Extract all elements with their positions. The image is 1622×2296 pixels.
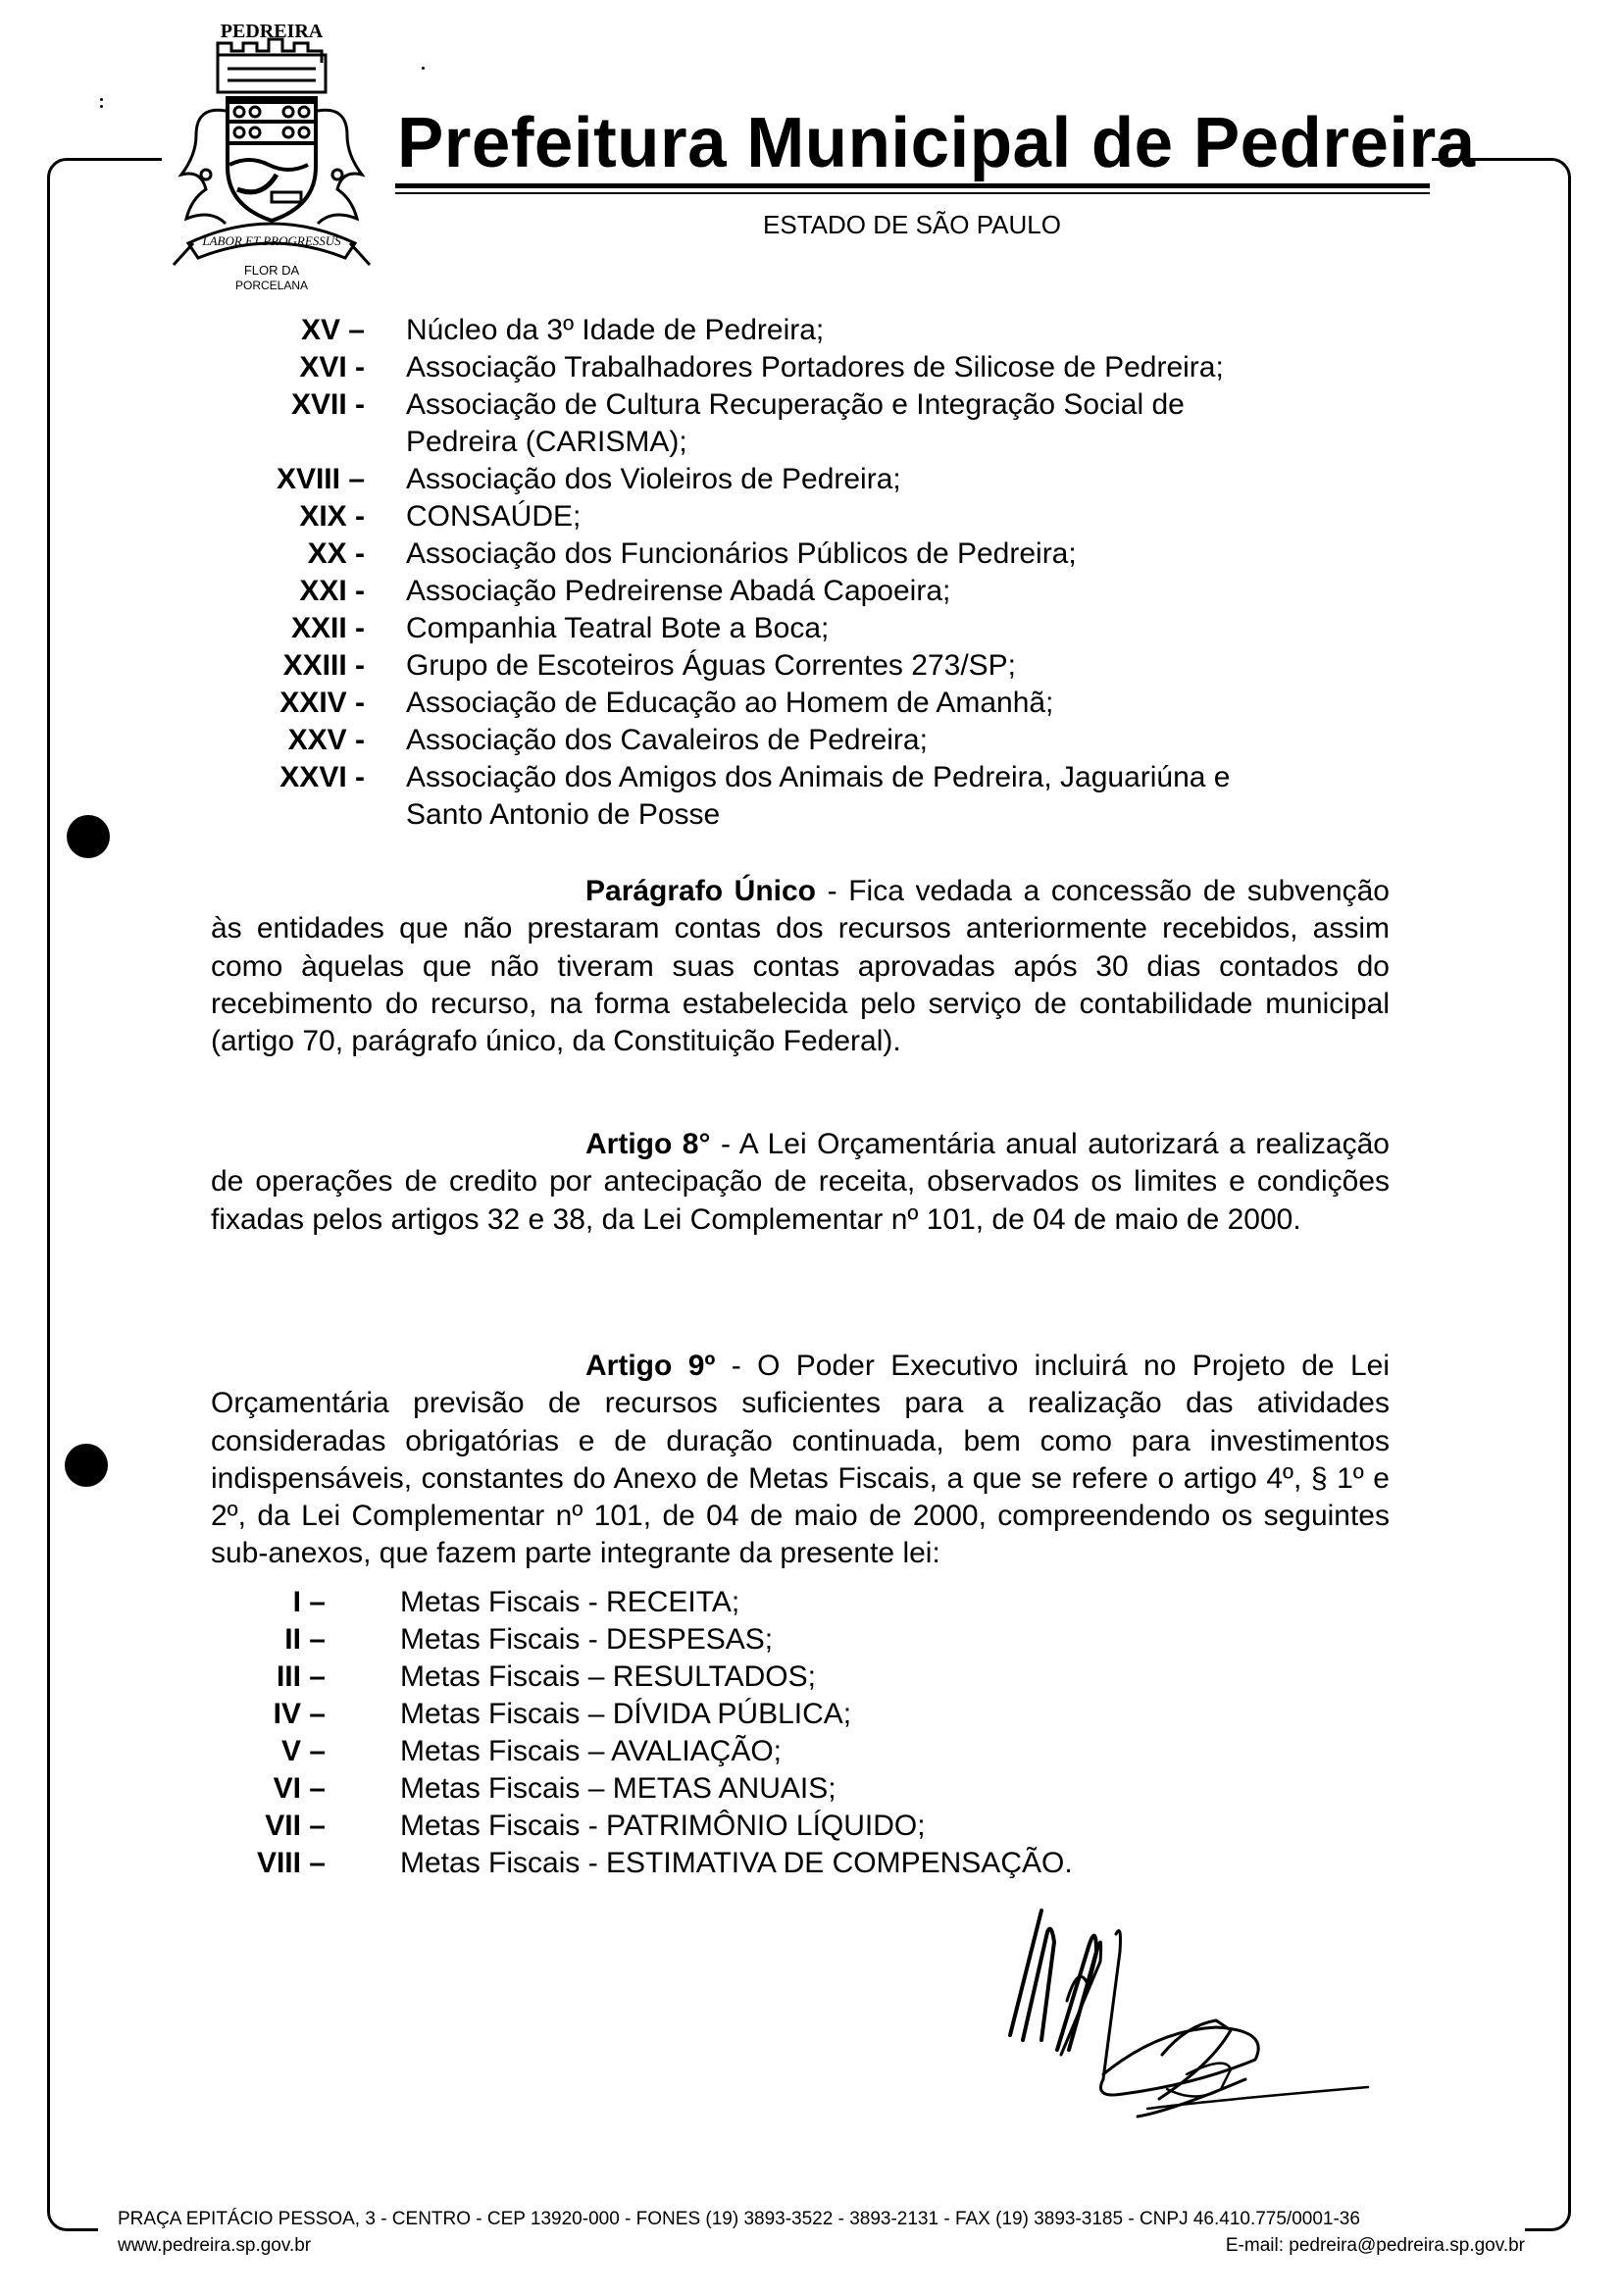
list-item: [0, 722, 1622, 759]
list-item: [0, 1621, 1622, 1658]
list-text: Associação Pedreirense Abadá Capoeira;: [406, 575, 951, 607]
scan-speck: [422, 67, 425, 70]
list-item: [0, 647, 1622, 685]
list-text: Metas Fiscais – METAS ANUAIS;: [400, 1772, 836, 1805]
list-numeral: III –: [276, 1660, 326, 1693]
artigo-8: [211, 1126, 1390, 1239]
title-underline-thick: [395, 183, 1430, 188]
list-numeral: XXII -: [290, 612, 365, 644]
list-text: Associação de Educação ao Homem de Amanhã;: [406, 687, 1054, 719]
list-numeral: VI –: [273, 1772, 326, 1805]
page-title: Prefeitura Municipal de Pedreira: [397, 104, 1476, 182]
list-item: [0, 349, 1622, 386]
list-item: [0, 1584, 1622, 1621]
footer-contacts: [118, 2235, 1525, 2257]
scan-speck: [100, 98, 103, 101]
list-item: [0, 536, 1622, 573]
list-item: [0, 1808, 1622, 1845]
list-numeral: XXIII -: [282, 649, 365, 682]
list-text: Associação dos Violeiros de Pedreira;: [406, 463, 901, 495]
list-text: Metas Fiscais – DÍVIDA PÚBLICA;: [400, 1698, 852, 1730]
coat-of-arms-icon: [169, 18, 375, 294]
article-text: - O Poder Executivo incluirá no Projeto de Lei Orçamentária previsão de recursos suficientes para a realização das atividades consideradas obrigatórias e de duração continuada, bem como para investimentos indispensáveis, constantes do Anexo de Metas Fiscais, a que se refere o artigo 4º, § 1º e 2º, da Lei Complementar nº 101, de 04 de maio de 2000, compreendendo os seguintes sub-anexos, que fazem parte integrante da presente lei:: [211, 1350, 1391, 1570]
list-item: [0, 573, 1622, 610]
entities-list: [0, 312, 1622, 834]
list-item: [0, 498, 1622, 536]
list-numeral: XXI -: [299, 575, 365, 607]
list-text: Associação dos Cavaleiros de Pedreira;: [406, 724, 928, 756]
paragrafo-unico: [211, 873, 1390, 1060]
list-text: CONSAÚDE;: [406, 500, 582, 533]
list-numeral: II –: [284, 1623, 326, 1656]
list-text: Metas Fiscais – RESULTADOS;: [400, 1660, 816, 1693]
list-text: Metas Fiscais - PATRIMÔNIO LÍQUIDO;: [400, 1810, 926, 1842]
list-numeral: XVIII –: [276, 463, 365, 495]
list-numeral: I –: [292, 1586, 326, 1618]
page-subtitle: ESTADO DE SÃO PAULO: [763, 210, 1061, 239]
article-text: - A Lei Orçamentária anual autorizará a realização de operações de credito por antecipação de receita, observados os limites e condições fixadas pelos artigos 32 e 38, da Lei Complementar nº 101, de 04 de maio de 2000.: [211, 1128, 1390, 1236]
list-text: Metas Fiscais - RECEITA;: [400, 1586, 740, 1618]
paragraph-text: - Fica vedada a concessão de subvenção às entidades que não prestaram contas dos recursos anteriormente recebidos, assim como àquelas que não tiveram suas contas aprovadas após 30 dias contados do recebimento do recurso, na forma estabelecida pelo serviço de contabilidade municipal (artigo 70, parágrafo único, da Constituição Federal).: [211, 875, 1390, 1058]
list-text: Associação Trabalhadores Portadores de Silicose de Pedreira;: [406, 351, 1224, 383]
list-item: [0, 312, 1622, 349]
list-numeral: IV –: [273, 1698, 326, 1730]
list-numeral: XX -: [307, 537, 365, 570]
list-text: Núcleo da 3º Idade de Pedreira;: [406, 314, 825, 346]
list-item-continuation: [0, 424, 1622, 461]
list-item: [0, 685, 1622, 722]
list-text: Metas Fiscais - DESPESAS;: [400, 1623, 774, 1656]
list-item: [0, 1658, 1622, 1696]
logo-top-text: PEDREIRA: [220, 21, 324, 42]
list-numeral: XXV -: [287, 724, 365, 756]
title-underline-thin: [395, 192, 1430, 194]
list-text: Santo Antonio de Posse: [406, 798, 721, 831]
hole-punch-mark: [65, 1444, 108, 1487]
logo-bottom-line2: PORCELANA: [234, 279, 309, 292]
footer-email-link[interactable]: E-mail: pedreira@pedreira.sp.gov.br: [1225, 2235, 1525, 2256]
list-text: Associação dos Funcionários Públicos de Pedreira;: [406, 537, 1077, 570]
list-item: [0, 461, 1622, 498]
logo-motto: LABOR ET PROGRESSUS: [202, 233, 341, 248]
list-item: [0, 1733, 1622, 1770]
sub-annexes-list: [0, 1584, 1622, 1882]
list-numeral: VII –: [265, 1810, 326, 1842]
list-numeral: XXVI -: [279, 761, 365, 793]
list-text: Associação dos Amigos dos Animais de Pedreira, Jaguariúna e: [406, 761, 1231, 793]
list-item: [0, 610, 1622, 647]
list-numeral: XIX -: [299, 500, 365, 533]
handwritten-signature-icon: [990, 1893, 1383, 2118]
list-item: [0, 1770, 1622, 1808]
list-text: Metas Fiscais - ESTIMATIVA DE COMPENSAÇÃO.: [400, 1847, 1073, 1879]
list-item: [0, 1696, 1622, 1733]
list-item: [0, 759, 1622, 796]
list-numeral: V –: [280, 1735, 326, 1767]
list-text: Pedreira (CARISMA);: [406, 426, 687, 458]
list-item-continuation: [0, 796, 1622, 834]
footer-website-link[interactable]: www.pedreira.sp.gov.br: [118, 2235, 312, 2256]
footer-address: PRAÇA EPITÁCIO PESSOA, 3 - CENTRO - CEP 13920-000 - FONES (19) 3893-3522 - 3893-2131 - FAX (19) 3893-3185 - CNPJ 46.410.775/0001-36: [118, 2209, 1360, 2229]
scan-speck: [100, 105, 103, 108]
article-heading: Artigo 8°: [585, 1128, 711, 1160]
list-text: Grupo de Escoteiros Águas Correntes 273/SP;: [406, 649, 1017, 682]
list-text: Associação de Cultura Recuperação e Integração Social de: [406, 388, 1185, 421]
list-text: Companhia Teatral Bote a Boca;: [406, 612, 830, 644]
list-numeral: XV –: [300, 314, 365, 346]
logo-bottom-line1: FLOR DA: [243, 263, 300, 278]
paragraph-heading: Parágrafo Único: [585, 875, 817, 907]
artigo-9: [211, 1348, 1390, 1573]
list-item: [0, 1845, 1622, 1882]
list-numeral: VIII –: [256, 1847, 326, 1879]
list-text: Metas Fiscais – AVALIAÇÃO;: [400, 1735, 783, 1767]
list-numeral: XXIV -: [279, 687, 365, 719]
list-numeral: XVI -: [299, 351, 365, 383]
list-numeral: XVII -: [290, 388, 365, 421]
article-heading: Artigo 9º: [585, 1350, 716, 1382]
list-item: [0, 386, 1622, 424]
